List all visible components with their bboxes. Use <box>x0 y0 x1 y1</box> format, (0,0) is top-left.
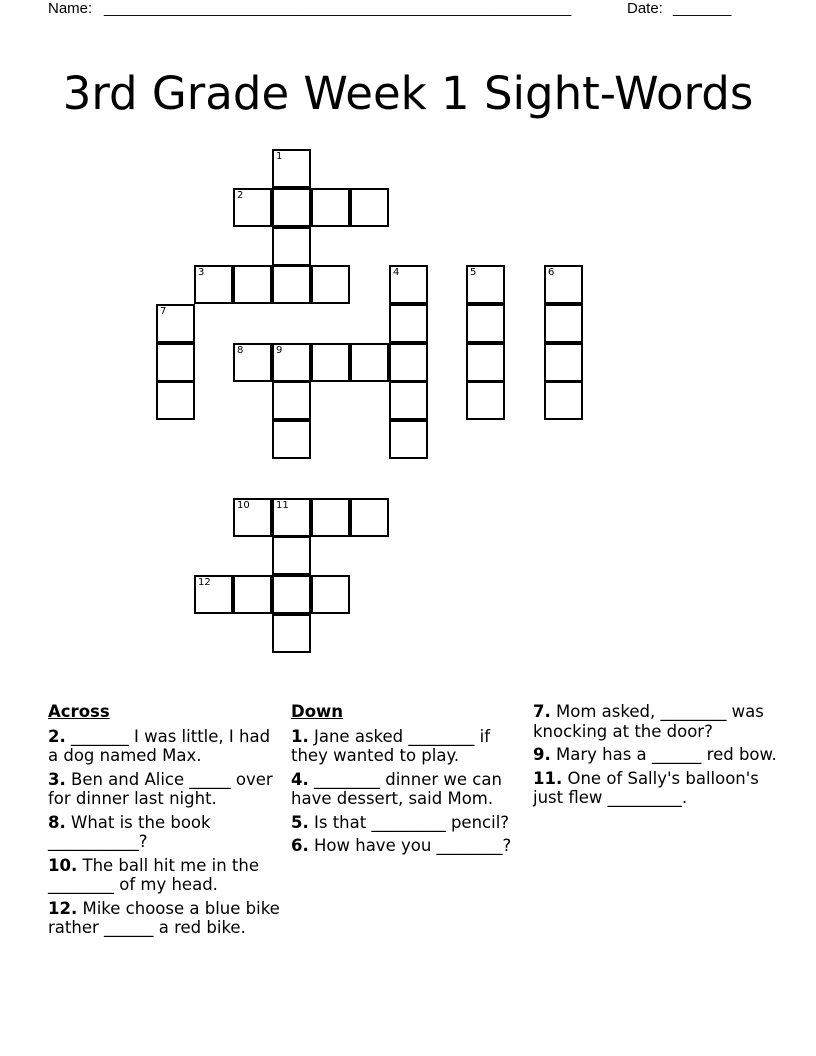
crossword-cell[interactable] <box>272 420 311 459</box>
clue-number: 10. <box>48 855 78 875</box>
clue-number: 8. <box>48 812 66 832</box>
clue-text: _______ I was little, I had a dog named Max. <box>48 726 271 765</box>
clue-text: Mike choose a blue bike rather ______ a red bike. <box>48 898 280 937</box>
crossword-cell[interactable] <box>311 265 350 304</box>
clue-item <box>291 813 527 833</box>
clue-number: 11 <box>276 500 289 511</box>
crossword-cell[interactable] <box>466 265 505 304</box>
clue-text: One of Sally's balloon's just flew _________. <box>533 768 759 807</box>
clue-text: Mary has a ______ red bow. <box>556 745 777 764</box>
clue-text: How have you ________? <box>314 836 512 855</box>
clue-number: 10 <box>237 500 250 511</box>
crossword-cell[interactable] <box>544 343 583 382</box>
crossword-cell[interactable] <box>311 498 350 537</box>
name-blank-line: ________________________________________________________ <box>104 0 572 17</box>
crossword-cell[interactable] <box>389 304 428 343</box>
page-title: 3rd Grade Week 1 Sight-Words <box>62 67 754 121</box>
crossword-cell[interactable] <box>272 381 311 420</box>
crossword-cell[interactable] <box>350 343 389 382</box>
clue-number: 12 <box>198 577 211 588</box>
crossword-cell[interactable] <box>272 498 311 537</box>
crossword-cell[interactable] <box>544 381 583 420</box>
clue-number: 6. <box>291 836 309 855</box>
clue-item <box>48 727 283 766</box>
clue-text: ________ dinner we can have dessert, said Mom. <box>291 769 502 808</box>
crossword-cell[interactable] <box>350 498 389 537</box>
clue-item <box>291 770 527 809</box>
down-clues-continued-column <box>533 702 778 812</box>
crossword-cell[interactable] <box>272 614 311 653</box>
clue-number: 9. <box>533 745 551 764</box>
name-label: Name: <box>48 0 93 17</box>
crossword-cell[interactable] <box>466 343 505 382</box>
clue-number: 12. <box>48 898 78 918</box>
crossword-cell[interactable] <box>389 265 428 304</box>
clue-number: 11. <box>533 768 563 788</box>
clue-number: 5. <box>291 812 309 832</box>
clue-text: Is that _________ pencil? <box>314 812 510 832</box>
clue-text: Jane asked ________ if they wanted to play. <box>291 726 491 765</box>
down-heading: Down <box>291 702 344 721</box>
crossword-cell[interactable] <box>233 343 272 382</box>
clue-number: 7. <box>533 702 551 721</box>
crossword-cell[interactable] <box>389 343 428 382</box>
crossword-cell[interactable] <box>311 188 350 227</box>
clue-number: 8 <box>237 345 244 356</box>
crossword-cell[interactable] <box>272 149 311 188</box>
crossword-cell[interactable] <box>233 265 272 304</box>
clue-text: Mom asked, ________ was knocking at the door? <box>533 702 764 741</box>
clue-number: 3. <box>48 769 66 789</box>
clue-number: 5 <box>470 267 477 278</box>
crossword-cell[interactable] <box>272 227 311 266</box>
clue-text: The ball hit me in the ________ of my head. <box>48 855 260 894</box>
clue-item <box>48 856 283 895</box>
crossword-cell[interactable] <box>350 188 389 227</box>
clue-item <box>533 702 778 741</box>
crossword-cell[interactable] <box>544 304 583 343</box>
crossword-cell[interactable] <box>233 498 272 537</box>
clue-number: 4. <box>291 769 309 789</box>
crossword-cell[interactable] <box>156 304 195 343</box>
clue-number: 7 <box>160 306 167 317</box>
clue-number: 1. <box>291 726 309 746</box>
crossword-cell[interactable] <box>389 381 428 420</box>
crossword-cell[interactable] <box>311 575 350 614</box>
crossword-cell[interactable] <box>272 343 311 382</box>
crossword-cell[interactable] <box>272 536 311 575</box>
crossword-cell[interactable] <box>233 188 272 227</box>
clue-number: 3 <box>198 267 205 278</box>
clue-item <box>291 727 527 766</box>
clue-number: 6 <box>548 267 555 278</box>
crossword-cell[interactable] <box>272 188 311 227</box>
crossword-cell[interactable] <box>233 575 272 614</box>
crossword-cell[interactable] <box>272 575 311 614</box>
clue-item <box>533 745 778 765</box>
clue-item <box>291 836 527 856</box>
date-blank-line: _______ <box>673 0 732 17</box>
clue-item <box>48 813 283 852</box>
crossword-cell[interactable] <box>194 265 233 304</box>
crossword-cell[interactable] <box>389 420 428 459</box>
clue-item <box>48 770 283 809</box>
clue-text: Ben and Alice _____ over for dinner last night. <box>48 769 273 808</box>
clue-item <box>533 769 778 808</box>
date-label: Date: <box>627 0 663 17</box>
clue-number: 2 <box>237 190 244 201</box>
crossword-cell[interactable] <box>466 381 505 420</box>
crossword-cell[interactable] <box>194 575 233 614</box>
crossword-cell[interactable] <box>466 304 505 343</box>
clue-number: 2. <box>48 726 66 746</box>
crossword-cell[interactable] <box>311 343 350 382</box>
across-clues-column <box>48 702 283 942</box>
clue-number: 1 <box>276 151 283 162</box>
crossword-cell[interactable] <box>156 343 195 382</box>
clue-number: 4 <box>393 267 400 278</box>
crossword-cell[interactable] <box>272 265 311 304</box>
clue-number: 9 <box>276 345 283 356</box>
crossword-cell[interactable] <box>156 381 195 420</box>
clue-text: What is the book ___________? <box>48 812 211 851</box>
clue-item <box>48 899 283 938</box>
across-heading: Across <box>48 702 110 721</box>
down-clues-column <box>291 702 527 860</box>
crossword-cell[interactable] <box>544 265 583 304</box>
